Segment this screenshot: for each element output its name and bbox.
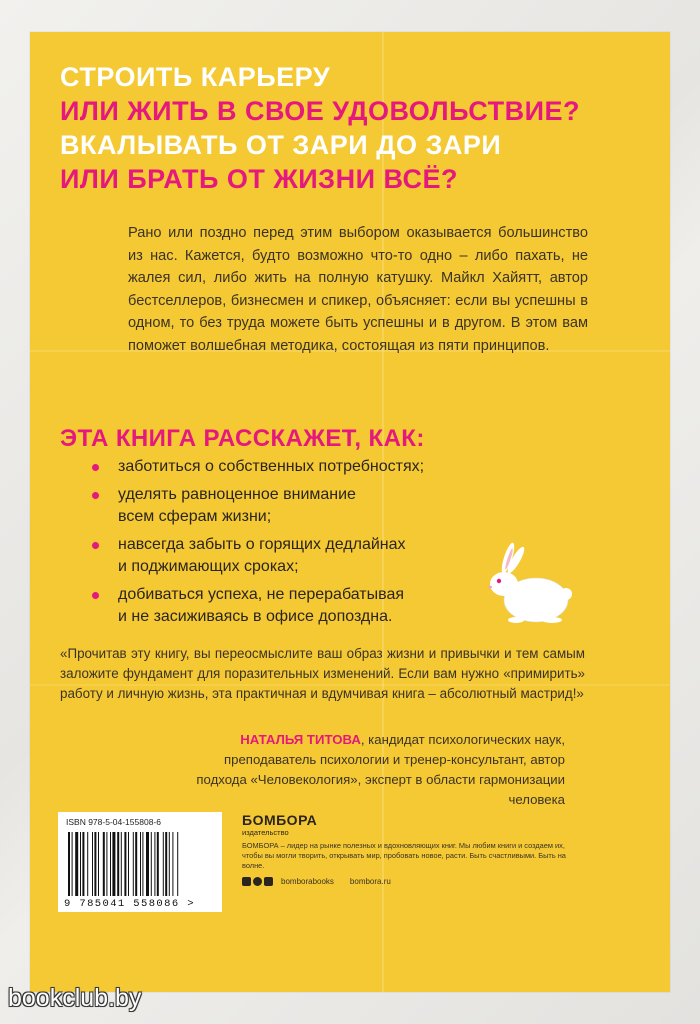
list-item-text: заботиться о собственных потребностях; [118,458,425,475]
headline [60,60,620,196]
author-credentials: , кандидат психологических наук, преподаватель психологии и тренер-консультант, автор подхода «Человекология», эксперт в области гармонизации человека [196,732,565,807]
list-item [92,456,512,478]
list-item-text: и поджимающих сроках; [118,558,299,575]
bullet-dot-icon [92,592,99,599]
bullet-dot-icon [92,542,99,549]
bullet-dot-icon [92,492,99,499]
social-handle[interactable]: bomborabooks [281,877,334,886]
headline-line: СТРОИТЬ КАРЬЕРУ [60,62,331,92]
intro-paragraph: Рано или поздно перед этим выбором оказывается большинство из нас. Кажется, будто возможно что-то одно – либо пахать, не жалея сил, либо жить на полную катушку. Майкл Хайятт, автор бестселлеров, бизнесмен и спикер, объясняет: если вы успешны в одном, то без труда можете быть успешны и в другом. В этом вам поможет волшебная методика, состоящая из пяти принципов. [128,225,588,354]
list-item [92,484,512,528]
social-network-icon [242,877,251,886]
author-name: НАТАЛЬЯ ТИТОВА [240,732,361,747]
quote-author [180,730,565,810]
list-item-text: уделять равноценное внимание [118,486,356,503]
list-item-text: навсегда забыть о горящих дедлайнах [118,536,406,553]
website-link[interactable]: bombora.ru [349,877,391,886]
headline-line: ИЛИ ЖИТЬ В СВОЕ УДОВОЛЬСТВИЕ? [60,96,581,126]
site-watermark: bookclub.by [8,984,142,1012]
headline-line: ВКАЛЫВАТЬ ОТ ЗАРИ ДО ЗАРИ [60,130,502,160]
list-item-text: всем сферам жизни; [118,508,272,525]
barcode [58,812,222,912]
headline-line: ИЛИ БРАТЬ ОТ ЖИЗНИ ВСЁ? [60,164,459,194]
list-item [92,534,512,578]
rabbit-illustration-icon [468,538,578,628]
bullet-dot-icon [92,464,99,471]
publisher-subtitle: издательство [242,828,289,837]
list-item-text: добиваться успеха, не перерабатывая [118,586,405,603]
publisher-info [242,812,572,886]
social-network-icon [264,877,273,886]
bullet-list [92,456,512,634]
isbn-number: ISBN 978-5-04-155808-6 [66,817,161,827]
list-item [92,584,512,628]
barcode-digits: 9 785041 558086 > [64,898,195,910]
social-network-icon [253,877,262,886]
publisher-description: БОМБОРА – лидер на рынке полезных и вдохновляющих книг. Мы любим книги и создаем их, чтобы вы могли творить, открывать мир, пробовать новое, расти. Быть счастливыми. Быть на волне. [242,841,566,870]
section-heading: ЭТА КНИГА РАССКАЖЕТ, КАК: [60,425,425,452]
review-quote: «Прочитав эту книгу, вы переосмыслите ваш образ жизни и привычки и тем самым заложите фундамент для поразительных изменений. Если вам нужно «примирить» работу и личную жизнь, эта практичная и вдумчивая книга – абсолютный мастрид!» [60,646,585,701]
publisher-logo: БОМБОРА [242,812,318,828]
publisher-links [242,877,572,886]
barcode-bars-icon [66,832,214,896]
list-item-text: и не засиживаясь в офисе допоздна. [118,608,393,625]
